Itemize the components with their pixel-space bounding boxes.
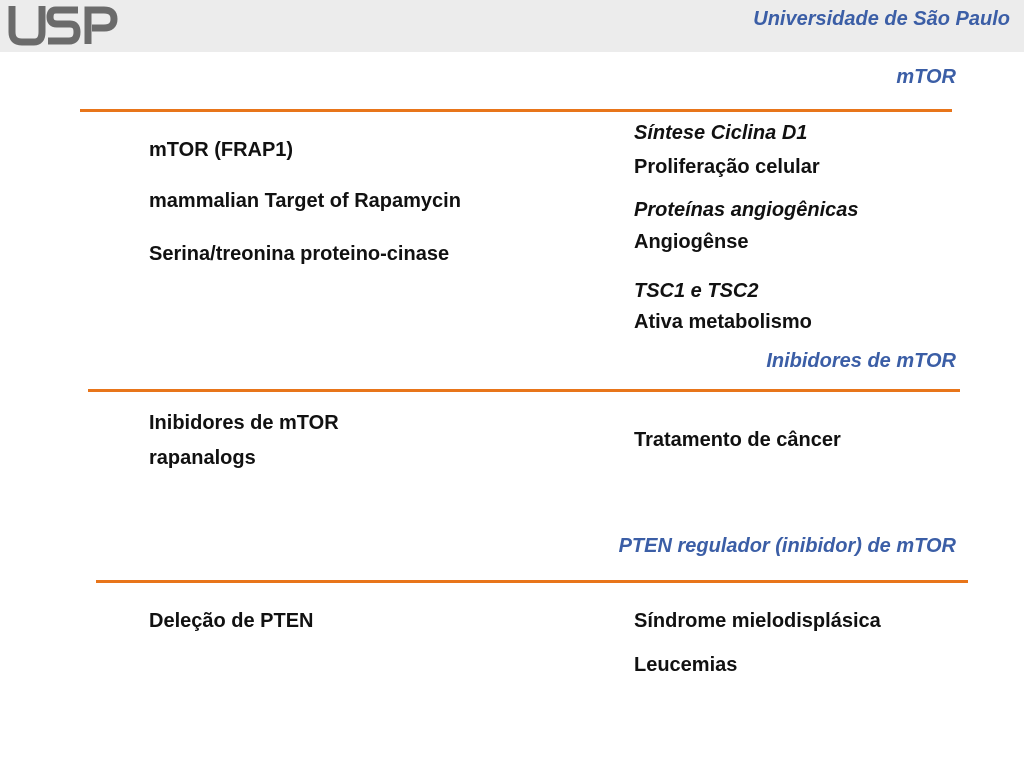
header-bar [0,0,1024,52]
right-text: Leucemias [634,654,738,676]
right-text: Proliferação celular [634,156,820,178]
section-title-mtor: mTOR [896,66,956,88]
left-text: rapanalogs [149,447,256,469]
right-text-italic: TSC1 e TSC2 [634,280,759,302]
section-title-pten: PTEN regulador (inibidor) de mTOR [618,535,956,557]
right-text: Síndrome mielodisplásica [634,610,881,632]
right-text: Ativa metabolismo [634,311,812,333]
right-text-italic: Proteínas angiogênicas [634,199,859,221]
right-text: Tratamento de câncer [634,429,841,451]
left-text: mammalian Target of Rapamycin [149,190,461,212]
section-divider [80,109,952,112]
left-text: Inibidores de mTOR [149,412,339,434]
section-divider [96,580,968,583]
section-divider [88,389,960,392]
right-text: Angiogênse [634,231,749,253]
university-name: Universidade de São Paulo [753,8,1010,30]
left-text: Deleção de PTEN [149,610,314,632]
left-text: mTOR (FRAP1) [149,139,294,161]
left-text: Serina/treonina proteino-cinase [149,243,450,265]
right-text-italic: Síntese Ciclina D1 [634,122,808,144]
section-title-inibidores: Inibidores de mTOR [766,350,956,372]
usp-logo-icon [4,2,120,48]
